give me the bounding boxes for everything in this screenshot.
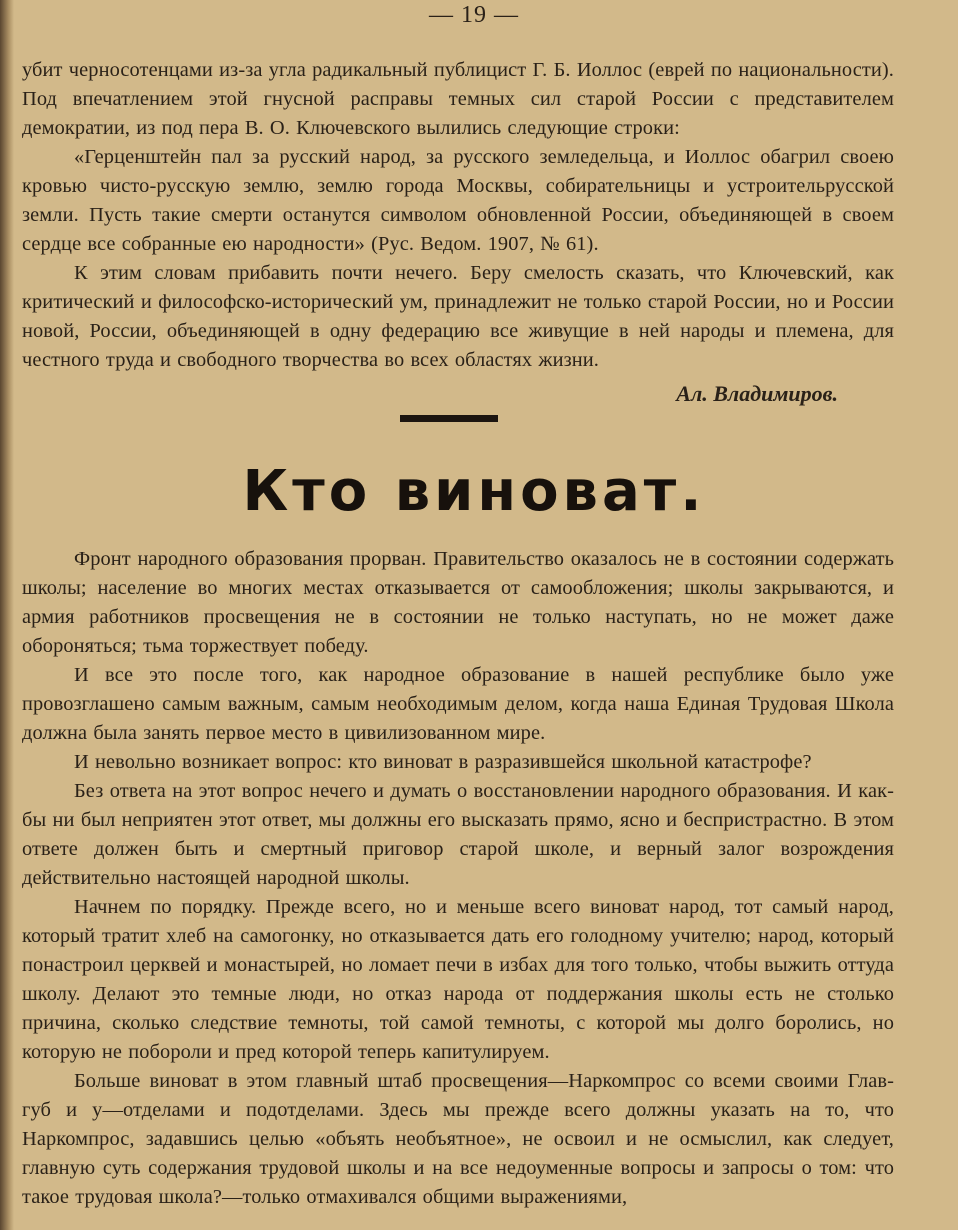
paragraph: К этим словам прибавить почти нечего. Беру смелость сказать, что Ключевский, как критический и философско-исторический ум, принадлежит не только старой России, но и России новой, России, объединяющей в одну федерацию все живущие в ней народы и племена, для честного труда и свободного творчества во всех областях жизни. [22, 262, 894, 371]
previous-article-ending [22, 56, 894, 409]
quote-paragraph: «Герценштейн пал за русский народ, за русского земледельца, и Иоллос обагрил своею кровью чисто-русскую землю, землю города Москвы, собирательницы и устроительрусской земли. Пусть такие смерти останутся символом обновленной России, объединяющей в своем сердце все собранные ею народности» (Рус. Ведом. 1907, № 61). [22, 146, 894, 255]
article-body [22, 545, 894, 1212]
page-number: — 19 — [429, 2, 519, 28]
paragraph: Без ответа на этот вопрос нечего и думать о восстановлении народного образования. И как-бы ни был неприятен этот ответ, мы должны его высказать прямо, ясно и беспристрастно. В этом ответе должен быть и смертный приговор старой школе, и верный залог возрождения действительно настоящей народной школы. [22, 780, 894, 889]
paragraph: Больше виноват в этом главный штаб просвещения—Наркомпрос со всеми своими Глав-губ и у—отделами и подотделами. Здесь мы прежде всего должны указать на то, что Наркомпрос, задавшись целью «объять необъятное», не освоил и не осмыслил, как следует, главную суть содержания трудовой школы и на все недоуменные вопросы и запросы о том: что такое трудовая школа?—только отмахивался общими выражениями, [22, 1070, 894, 1208]
paragraph: И невольно возникает вопрос: кто виноват в разразившейся школьной катастрофе? [74, 751, 812, 773]
author-signature: Ал. Владимиров. [676, 381, 838, 406]
paragraph: Фронт народного образования прорван. Правительство оказалось не в состоянии содержать школы; население во многих местах отказывается от самообложения; школы закрываются, и армия работников просвещения не в состоянии не только наступать, но не может даже обороняться; тьма торжествует победу. [22, 548, 894, 657]
paragraph: убит черносотенцами из-за угла радикальный публицист Г. Б. Иоллос (еврей по национальности). Под впечатлением этой гнусной расправы темных сил старой России с представителем демократии, из под пера В. О. Ключевского вылились следующие строки: [22, 59, 894, 139]
book-page [22, 0, 894, 1230]
paragraph: Начнем по порядку. Прежде всего, но и меньше всего виноват народ, тот самый народ, который тратит хлеб на самогонку, но отказывается дать его голодному учителю; народ, который понастроил церквей и монастырей, но ломает печи в избах для того только, чтобы выжить оттуда школу. Делают это темные люди, но отказ народа от поддержания школы есть не столько причина, сколько следствие темноты, той самой темноты, с которой мы долго боролись, но которую не побороли и пред которой теперь капитулируем. [22, 896, 894, 1063]
paragraph: И все это после того, как народное образование в нашей республике было уже провозглашено самым важным, самым необходимым делом, когда наша Единая Трудовая Школа должна была занять первое место в цивилизованном мире. [22, 664, 894, 744]
section-divider [400, 415, 498, 422]
article-title: Кто виноват. [242, 459, 706, 524]
page-binding-edge [0, 0, 14, 1230]
